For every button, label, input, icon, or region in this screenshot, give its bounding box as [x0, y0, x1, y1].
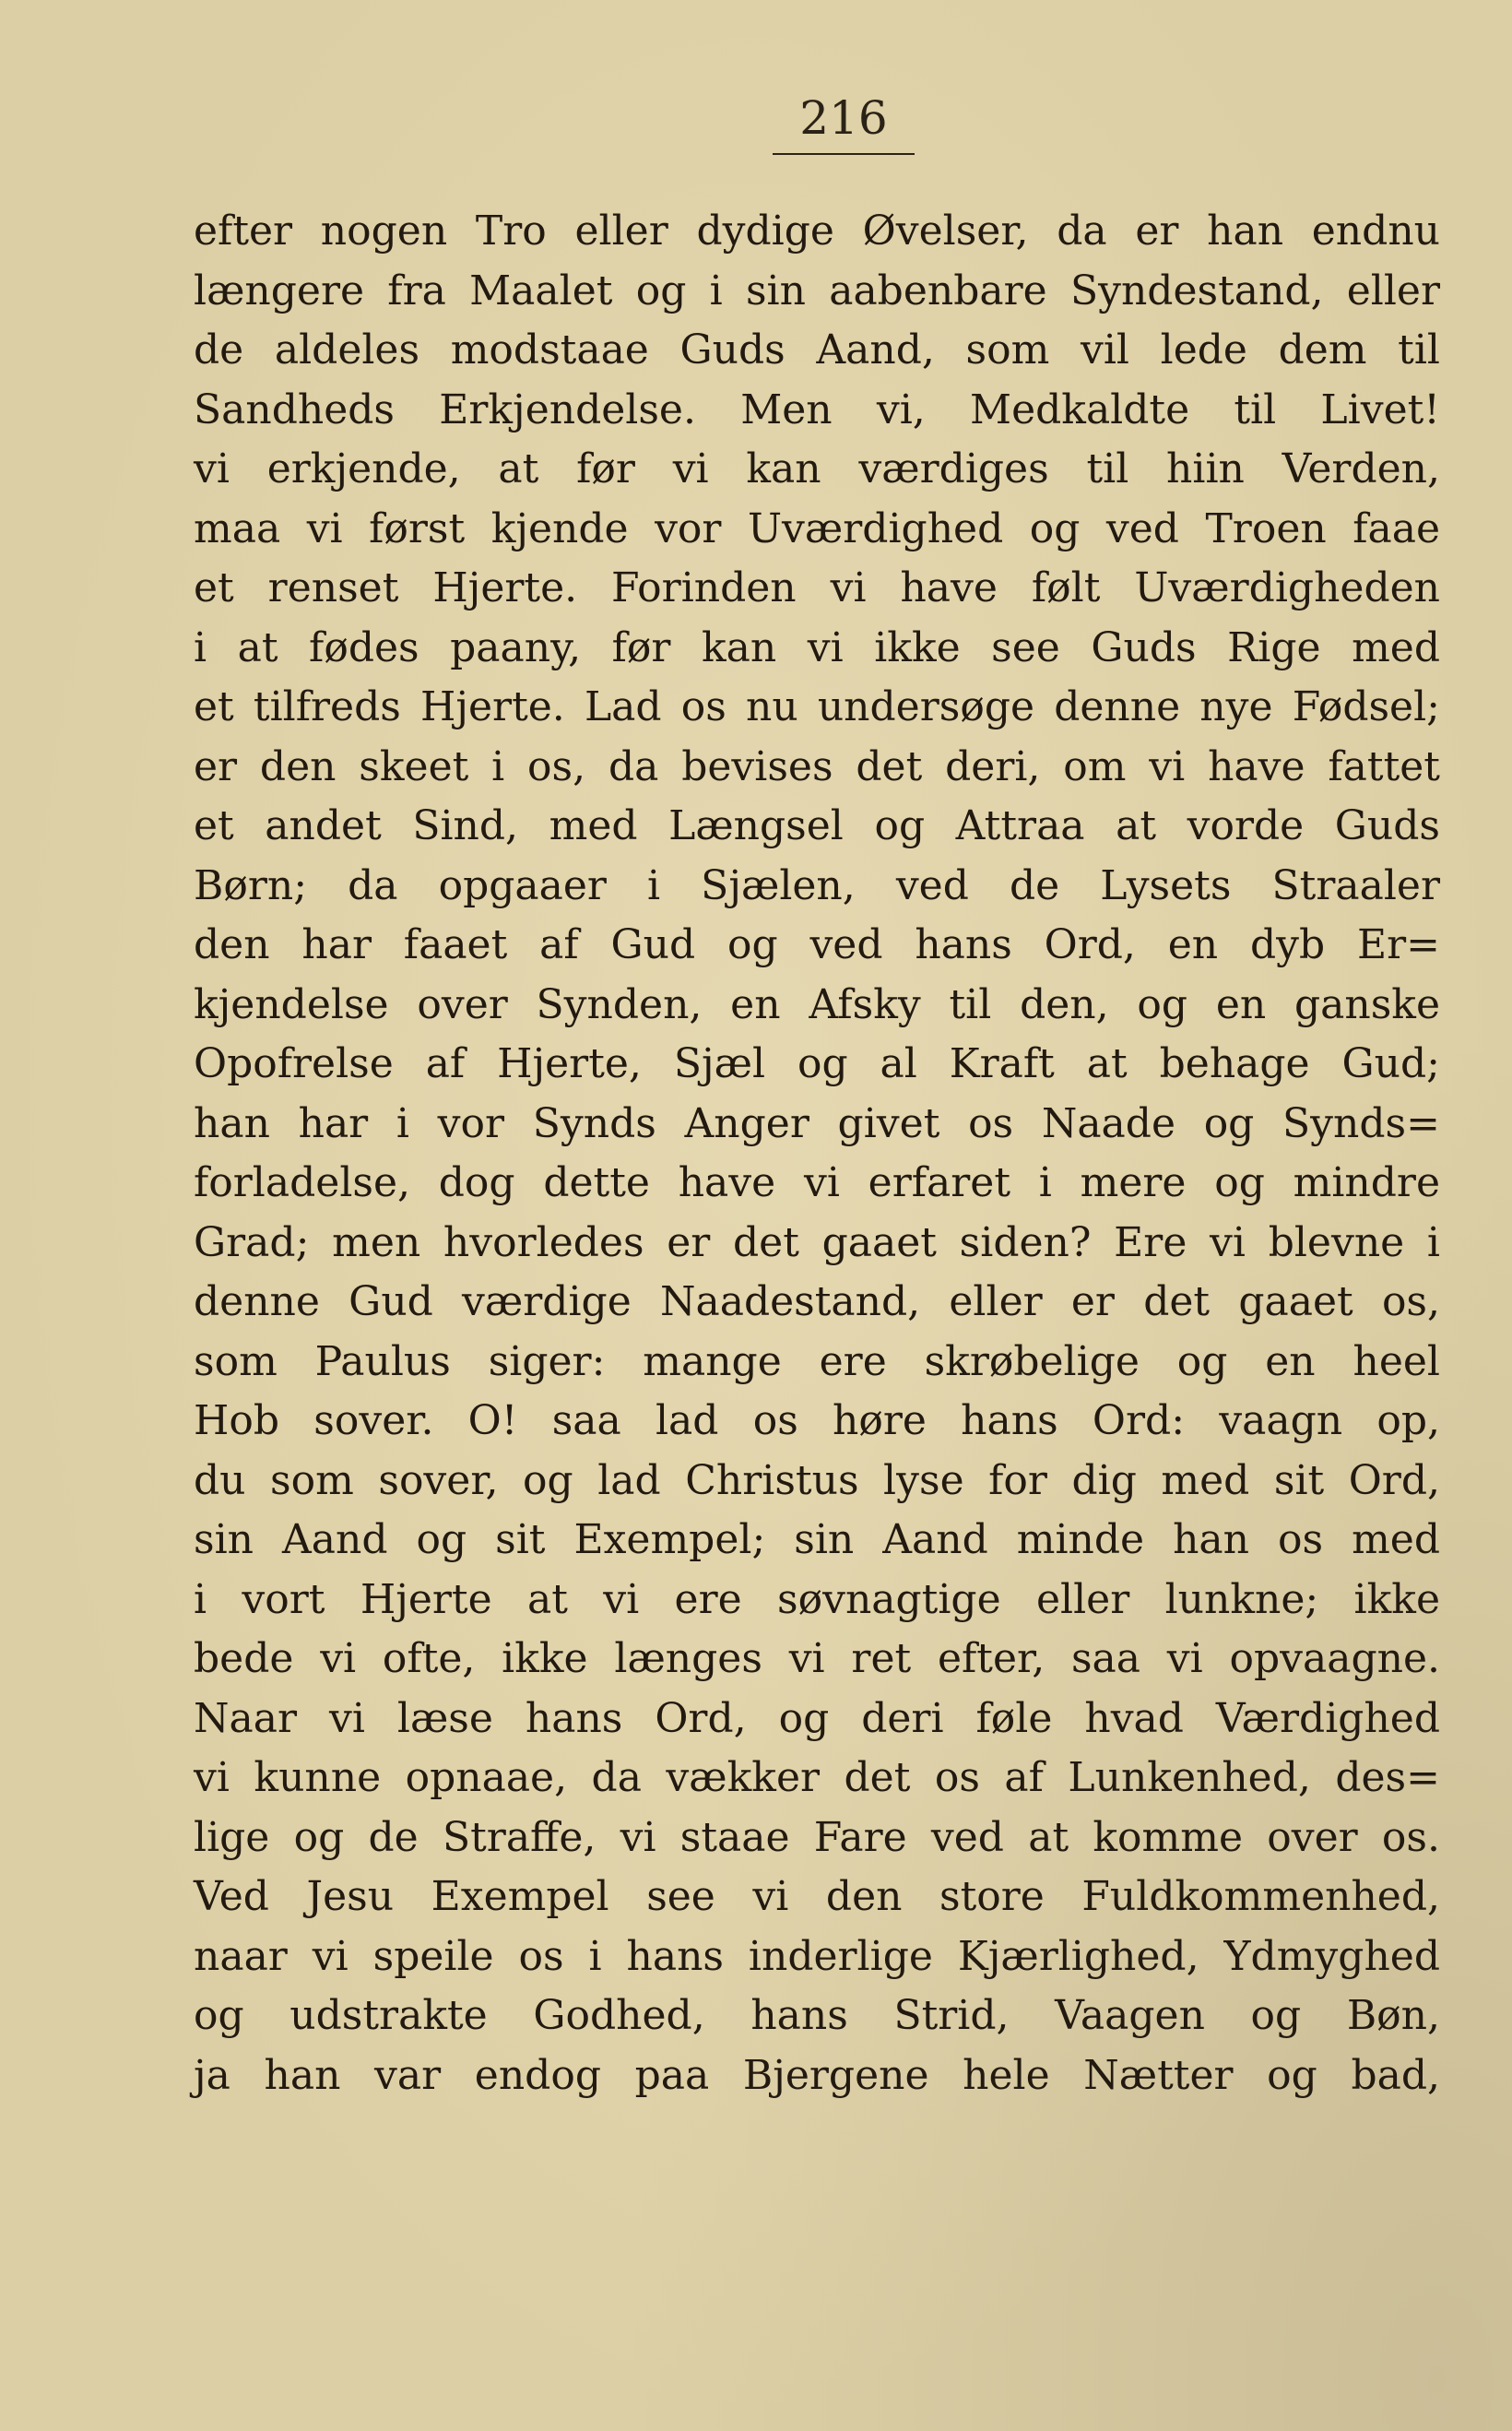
- text-line: Børn; da opgaaer i Sjælen, ved de Lysets Straaler: [194, 861, 1440, 909]
- text-line: de aldeles modstaae Guds Aand, som vil lede dem til: [194, 326, 1440, 374]
- text-line: i at fødes paany, før kan vi ikke see Guds Rige med: [194, 623, 1440, 671]
- text-line: Grad; men hvorledes er det gaaet siden? Ere vi blevne i: [194, 1218, 1440, 1266]
- text-line: et tilfreds Hjerte. Lad os nu undersøge denne nye Fødsel;: [194, 683, 1440, 730]
- text-line: denne Gud værdige Naadestand, eller er det gaaet os,: [194, 1278, 1440, 1325]
- text-line: vi kunne opnaae, da vækker det os af Lunkenhed, des=: [194, 1754, 1440, 1801]
- text-line: vi erkjende, at før vi kan værdiges til hiin Verden,: [194, 445, 1440, 492]
- text-line: ja han var endog paa Bjergene hele Nætter og bad,: [194, 2051, 1440, 2099]
- text-line: er den skeet i os, da bevises det deri, om vi have fattet: [194, 742, 1440, 790]
- page-number: 216: [799, 91, 888, 145]
- page-number-rule: [773, 153, 915, 155]
- text-line: sin Aand og sit Exempel; sin Aand minde han os med: [194, 1516, 1440, 1563]
- text-line: kjendelse over Synden, en Afsky til den, og en ganske: [194, 980, 1440, 1028]
- text-line: længere fra Maalet og i sin aabenbare Syndestand, eller: [194, 267, 1440, 314]
- text-line: efter nogen Tro eller dydige Øvelser, da er han endnu: [194, 208, 1440, 255]
- text-line: et renset Hjerte. Forinden vi have følt Uværdigheden: [194, 564, 1440, 611]
- text-line: Sandheds Erkjendelse. Men vi, Medkaldte til Livet!: [194, 385, 1440, 433]
- text-line: naar vi speile os i hans inderlige Kjærlighed, Ydmyghed: [194, 1932, 1440, 1980]
- page-header: [773, 90, 915, 159]
- text-line: han har i vor Synds Anger givet os Naade og Synds=: [194, 1099, 1440, 1147]
- text-line: Opofrelse af Hjerte, Sjæl og al Kraft at behage Gud;: [194, 1040, 1440, 1087]
- text-line: bede vi ofte, ikke længes vi ret efter, saa vi opvaagne.: [194, 1635, 1440, 1682]
- text-line: Hob sover. O! saa lad os høre hans Ord: vaagn op,: [194, 1397, 1440, 1444]
- text-line: forladelse, dog dette have vi erfaret i mere og mindre: [194, 1159, 1440, 1206]
- text-line: Ved Jesu Exempel see vi den store Fuldkommenhed,: [194, 1873, 1440, 1920]
- text-line: i vort Hjerte at vi ere søvnagtige eller lunkne; ikke: [194, 1575, 1440, 1623]
- text-line: som Paulus siger: mange ere skrøbelige og en heel: [194, 1337, 1440, 1385]
- text-line: du som sover, og lad Christus lyse for dig med sit Ord,: [194, 1456, 1440, 1504]
- text-line: lige og de Straffe, vi staae Fare ved at komme over os.: [194, 1813, 1440, 1861]
- text-line: Naar vi læse hans Ord, og deri føle hvad Værdighed: [194, 1694, 1440, 1742]
- text-line: den har faaet af Gud og ved hans Ord, en dyb Er=: [194, 921, 1440, 968]
- text-line: et andet Sind, med Længsel og Attraa at vorde Guds: [194, 802, 1440, 849]
- text-line: maa vi først kjende vor Uværdighed og ved Troen faae: [194, 504, 1440, 552]
- text-line: og udstrakte Godhed, hans Strid, Vaagen og Bøn,: [194, 1992, 1440, 2039]
